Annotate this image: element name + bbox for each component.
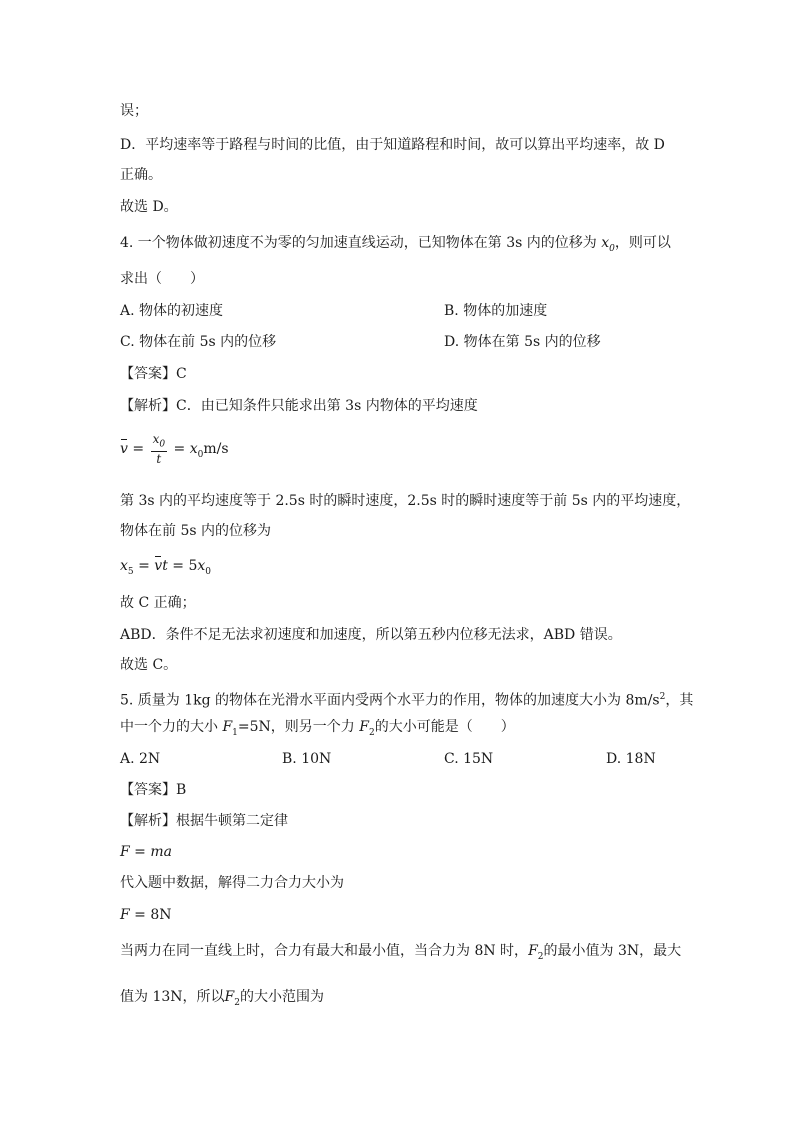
option-b: B. 10N bbox=[282, 751, 332, 767]
question-text: 5. 质量为 1kg 的物体在光滑水平面内受两个水平力的作用，物体的加速度大小为 8m/s bbox=[120, 692, 660, 709]
analysis-text: 【解析】C．由已知条件只能求出第 3s 内物体的平均速度 bbox=[120, 398, 478, 414]
question-4-stem-cont: 求出（ ） bbox=[120, 271, 204, 287]
answer-label: 【答案】B bbox=[120, 782, 187, 798]
text-line: ABD．条件不足无法求初速度和加速度，所以第五秒内位移无法求，ABD 错误。 bbox=[120, 627, 622, 643]
question-text: ，则可以 bbox=[614, 235, 671, 251]
option-a: A. 2N bbox=[120, 751, 161, 767]
question-text: ，其 bbox=[665, 692, 694, 709]
text-line: 物体在前 5s 内的位移为 bbox=[120, 523, 271, 539]
math-x0: $x_0$ bbox=[601, 235, 615, 254]
option-c: C. 15N bbox=[444, 751, 494, 767]
text-line: 故选 C。 bbox=[120, 657, 178, 673]
question-4-stem bbox=[120, 234, 671, 258]
question-5-stem: 5. 质量为 1kg 的物体在光滑水平面内受两个水平力的作用，物体的加速度大小为 $8m/s^2$，其 bbox=[120, 692, 694, 709]
equation-displacement: $x_5$ = vt = $5x_0$ bbox=[120, 558, 212, 577]
equation-newton: F = ma bbox=[120, 844, 172, 860]
text-line: 故选 D。 bbox=[120, 199, 178, 215]
text-line: D．平均速率等于路程与时间的比值，由于知道路程和时间，故可以算出平均速率，故 D bbox=[120, 137, 665, 153]
text-line: 正确。 bbox=[120, 167, 162, 183]
equation-average-velocity: v = $\frac{x_0}{t}$ = $x_0m/s$ bbox=[120, 432, 229, 467]
question-text: 4. 一个物体做初速度不为零的匀加速直线运动，已知物体在第 3s 内的位移为 bbox=[120, 235, 602, 251]
option-d: D. 18N bbox=[606, 751, 656, 767]
text-line: 值为 13N，所以$F_2$的大小范围为 bbox=[120, 989, 324, 1008]
text-line: 故 C 正确； bbox=[120, 595, 196, 611]
option-a: A. 物体的初速度 bbox=[120, 303, 224, 319]
option-b: B. 物体的加速度 bbox=[444, 303, 548, 319]
text-line: 误； bbox=[120, 103, 148, 119]
question-5-stem-cont: 中一个力的大小 $F_1=5N$，则另一个力 $F_2$的大小可能是（ ） bbox=[120, 719, 515, 738]
text-line: 当两力在同一直线上时，合力有最大和最小值，当合力为 8N 时，$F_2$的最小值为 3N，最大 bbox=[120, 943, 682, 962]
text-line: 代入题中数据，解得二力合力大小为 bbox=[120, 875, 344, 891]
option-c: C. 物体在前 5s 内的位移 bbox=[120, 334, 277, 350]
analysis-text: 【解析】根据牛顿第二定律 bbox=[120, 813, 288, 829]
text-line: 第 3s 内的平均速度等于 2.5s 时的瞬时速度，2.5s 时的瞬时速度等于前 5s 内的平均速度， bbox=[120, 493, 691, 509]
answer-label: 【答案】C bbox=[120, 366, 187, 382]
equation-resultant: F = 8N bbox=[120, 907, 172, 923]
option-d: D. 物体在第 5s 内的位移 bbox=[444, 334, 601, 350]
